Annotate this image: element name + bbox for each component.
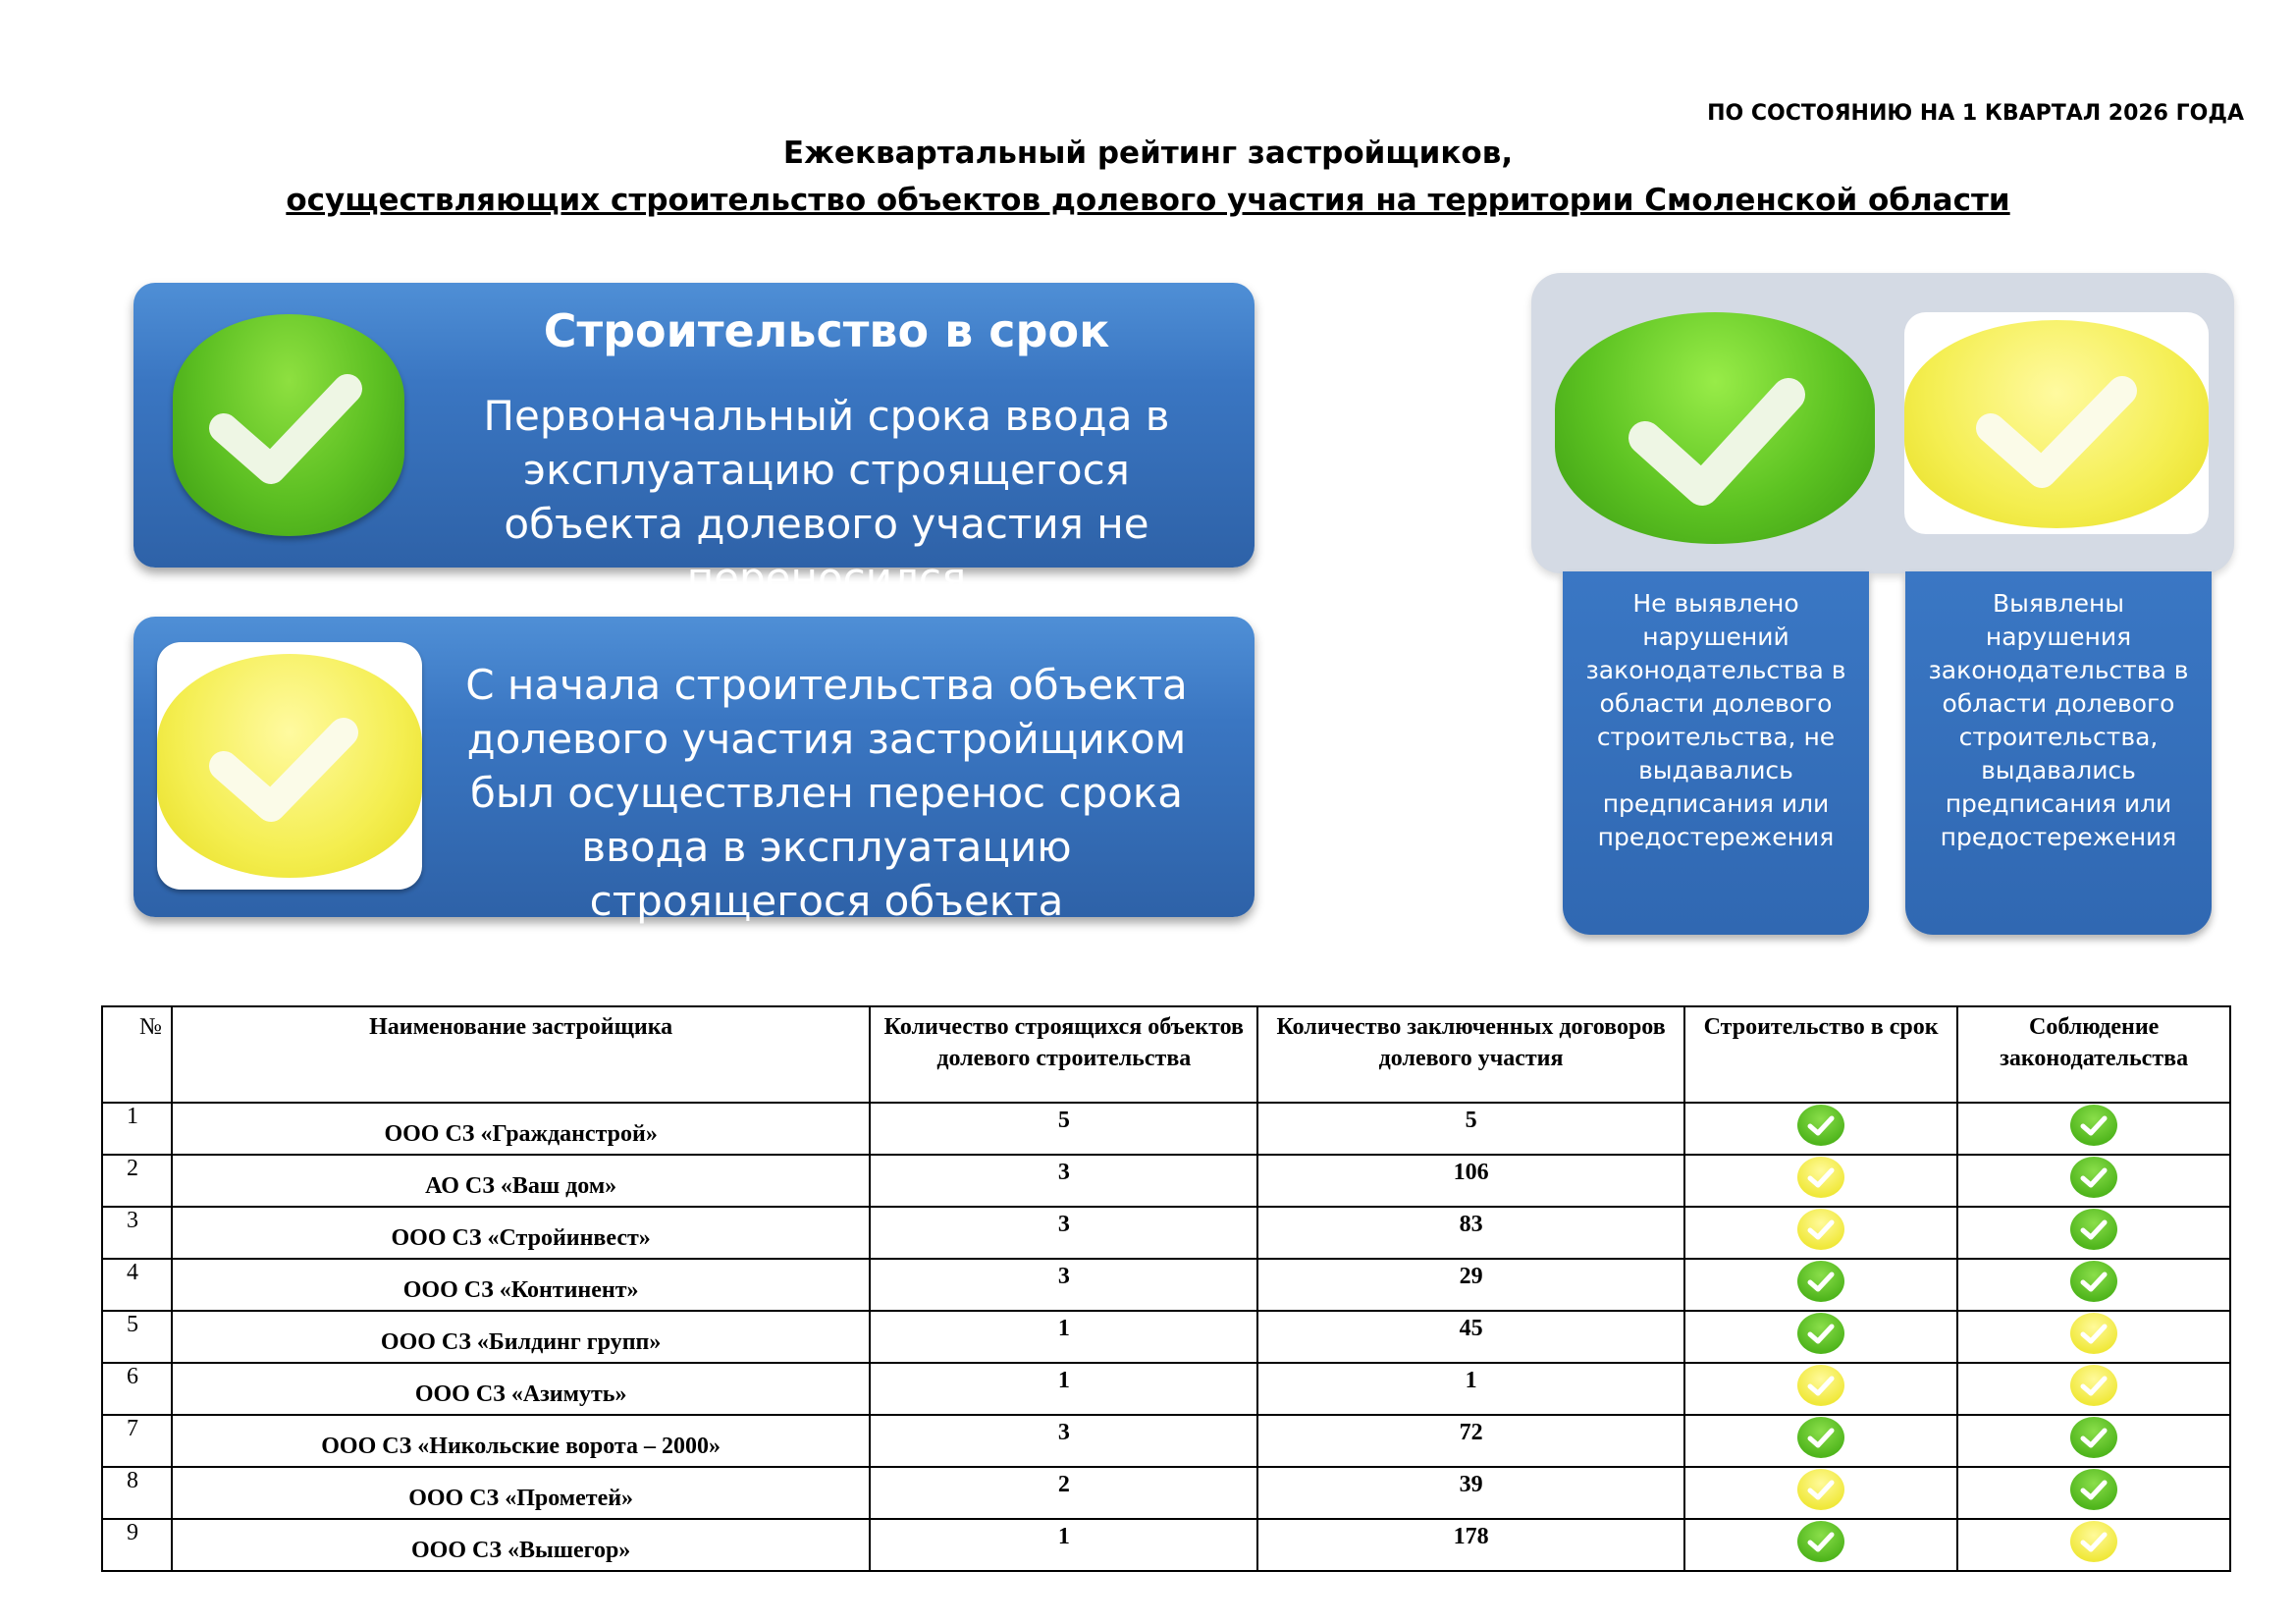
compliance-status xyxy=(1957,1259,2230,1311)
green-check-icon xyxy=(1796,1520,1845,1570)
compliance-status xyxy=(1957,1467,2230,1519)
developer-name: ООО СЗ «Гражданстрой» xyxy=(172,1103,870,1155)
table-row xyxy=(102,1363,2230,1415)
header-contracts: Количество заключенных договоров долевого участия xyxy=(1257,1006,1684,1103)
on-time-status xyxy=(1684,1103,1957,1155)
objects-count: 5 xyxy=(870,1103,1257,1155)
on-time-status xyxy=(1684,1155,1957,1207)
developer-name: ООО СЗ «Прометей» xyxy=(172,1467,870,1519)
table-row xyxy=(102,1415,2230,1467)
yellow-check-icon xyxy=(1796,1156,1845,1206)
yellow-check-icon xyxy=(157,642,422,890)
green-check-icon xyxy=(2069,1156,2118,1206)
header-name: Наименование застройщика xyxy=(172,1006,870,1103)
legend-yellow-text: Выявлены нарушения законодательства в области долевого строительства, выдавались предписания или предостережения xyxy=(1905,571,2212,935)
on-time-status xyxy=(1684,1259,1957,1311)
green-check-icon xyxy=(1796,1312,1845,1362)
postponed-description: С начала строительства объекта долевого участия застройщиком был осуществлен перенос срока ввода в эксплуатацию строящегося объекта xyxy=(465,661,1188,925)
objects-count: 3 xyxy=(870,1415,1257,1467)
on-time-heading: Строительство в срок xyxy=(543,304,1110,357)
table-row xyxy=(102,1207,2230,1259)
table-row xyxy=(102,1467,2230,1519)
contracts-count: 72 xyxy=(1257,1415,1684,1467)
developer-name: ООО СЗ «Никольские ворота – 2000» xyxy=(172,1415,870,1467)
compliance-status xyxy=(1957,1103,2230,1155)
on-time-panel xyxy=(133,283,1255,602)
objects-count: 2 xyxy=(870,1467,1257,1519)
compliance-status xyxy=(1957,1311,2230,1363)
green-check-icon xyxy=(1796,1416,1845,1466)
compliance-status xyxy=(1957,1363,2230,1415)
developer-name: ООО СЗ «Азимуть» xyxy=(172,1363,870,1415)
green-check-icon xyxy=(1796,1260,1845,1310)
contracts-count: 83 xyxy=(1257,1207,1684,1259)
table-row xyxy=(102,1103,2230,1155)
objects-count: 1 xyxy=(870,1311,1257,1363)
table-row xyxy=(102,1311,2230,1363)
legend-green-check-icon xyxy=(1555,312,1875,544)
developer-name: ООО СЗ «Билдинг групп» xyxy=(172,1311,870,1363)
contracts-count: 178 xyxy=(1257,1519,1684,1571)
row-number: 3 xyxy=(102,1207,172,1259)
on-time-status xyxy=(1684,1363,1957,1415)
header-objects: Количество строящихся объектов долевого строительства xyxy=(870,1006,1257,1103)
table-row xyxy=(102,1519,2230,1571)
objects-count: 1 xyxy=(870,1519,1257,1571)
developer-name: АО СЗ «Ваш дом» xyxy=(172,1155,870,1207)
legend-green-text: Не выявлено нарушений законодательства в области долевого строительства, не выдавались предписания или предостережения xyxy=(1563,571,1869,935)
objects-count: 3 xyxy=(870,1207,1257,1259)
yellow-check-icon xyxy=(2069,1364,2118,1414)
on-time-status xyxy=(1684,1415,1957,1467)
page-title: Ежеквартальный рейтинг застройщиков, xyxy=(782,135,1514,171)
rating-table xyxy=(101,1005,2231,1572)
row-number: 4 xyxy=(102,1259,172,1311)
yellow-check-icon xyxy=(1796,1208,1845,1258)
table-row xyxy=(102,1155,2230,1207)
row-number: 7 xyxy=(102,1415,172,1467)
contracts-count: 5 xyxy=(1257,1103,1684,1155)
row-number: 2 xyxy=(102,1155,172,1207)
green-check-icon xyxy=(2069,1208,2118,1258)
yellow-check-icon xyxy=(1796,1468,1845,1518)
page-subtitle: осуществляющих строительство объектов долевого участия на территории Смоленской области xyxy=(286,183,2010,218)
developer-name: ООО СЗ «Стройинвест» xyxy=(172,1207,870,1259)
compliance-status xyxy=(1957,1415,2230,1467)
green-check-icon xyxy=(2069,1416,2118,1466)
row-number: 8 xyxy=(102,1467,172,1519)
postponed-panel xyxy=(133,617,1255,925)
on-time-status xyxy=(1684,1467,1957,1519)
header-on-time: Строительство в срок xyxy=(1684,1006,1957,1103)
row-number: 1 xyxy=(102,1103,172,1155)
green-check-icon xyxy=(2069,1468,2118,1518)
objects-count: 3 xyxy=(870,1155,1257,1207)
table-header-row xyxy=(102,1006,2230,1103)
on-time-status xyxy=(1684,1311,1957,1363)
header-num: № xyxy=(102,1006,172,1103)
contracts-count: 1 xyxy=(1257,1363,1684,1415)
green-check-icon xyxy=(2069,1104,2118,1154)
contracts-count: 29 xyxy=(1257,1259,1684,1311)
row-number: 9 xyxy=(102,1519,172,1571)
objects-count: 3 xyxy=(870,1259,1257,1311)
green-check-icon xyxy=(173,314,404,536)
compliance-status xyxy=(1957,1519,2230,1571)
compliance-status xyxy=(1957,1155,2230,1207)
yellow-check-icon xyxy=(2069,1520,2118,1570)
green-check-icon xyxy=(1796,1104,1845,1154)
yellow-check-icon xyxy=(1796,1364,1845,1414)
date-line: ПО СОСТОЯНИЮ НА 1 КВАРТАЛ 2026 ГОДА xyxy=(1707,101,2244,126)
on-time-status xyxy=(1684,1519,1957,1571)
contracts-count: 45 xyxy=(1257,1311,1684,1363)
contracts-count: 106 xyxy=(1257,1155,1684,1207)
header-compliance: Соблюдение законодательства xyxy=(1957,1006,2230,1103)
objects-count: 1 xyxy=(870,1363,1257,1415)
compliance-status xyxy=(1957,1207,2230,1259)
on-time-status xyxy=(1684,1207,1957,1259)
developer-name: ООО СЗ «Континент» xyxy=(172,1259,870,1311)
row-number: 5 xyxy=(102,1311,172,1363)
legend-yellow-check-icon xyxy=(1904,312,2209,534)
table-row xyxy=(102,1259,2230,1311)
row-number: 6 xyxy=(102,1363,172,1415)
on-time-description: Первоначальный срока ввода в эксплуатацию строящегося объекта долевого участия не переносился xyxy=(483,392,1170,602)
yellow-check-icon xyxy=(2069,1312,2118,1362)
green-check-icon xyxy=(2069,1260,2118,1310)
contracts-count: 39 xyxy=(1257,1467,1684,1519)
developer-name: ООО СЗ «Вышегор» xyxy=(172,1519,870,1571)
